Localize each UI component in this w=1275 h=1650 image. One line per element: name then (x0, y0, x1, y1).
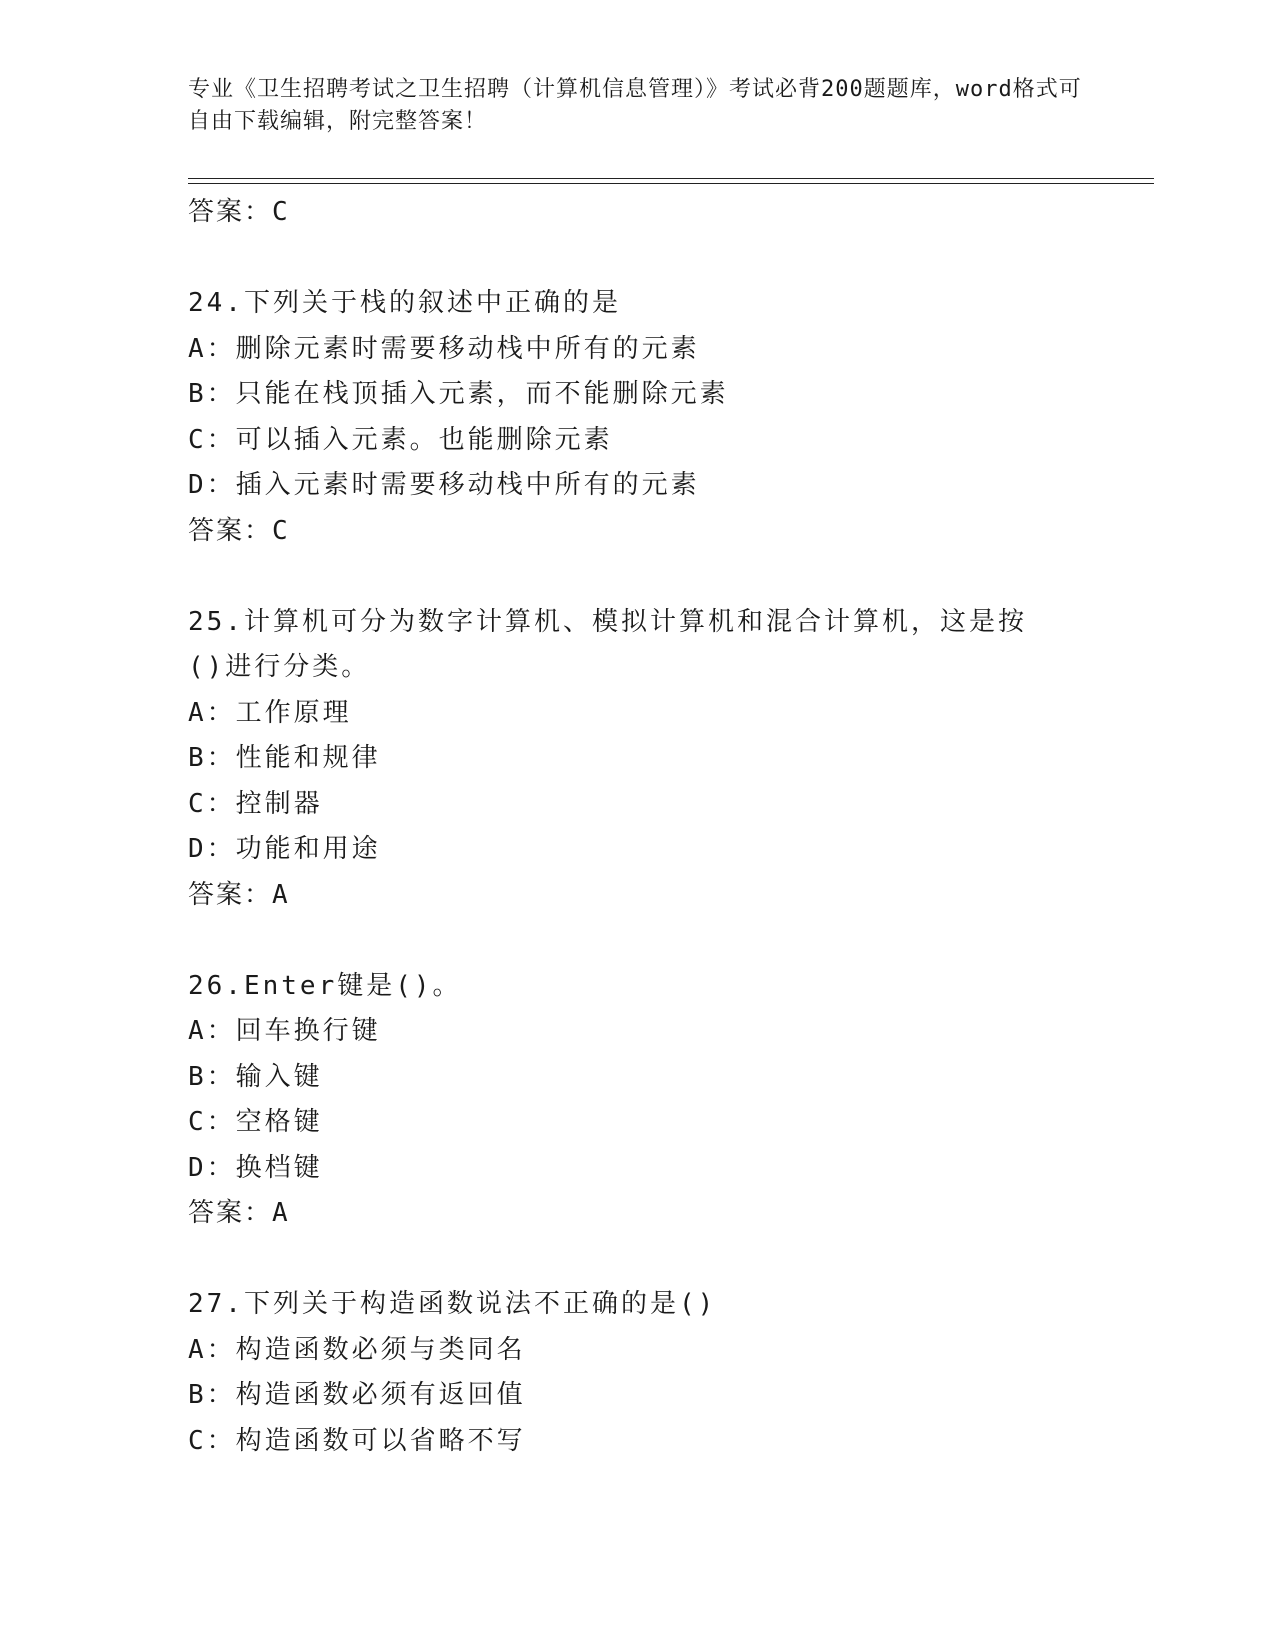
answer-line (188, 509, 1088, 555)
option-d: D：换档键 (188, 1152, 323, 1183)
answer-label: 答案： (188, 515, 273, 546)
option-b: B：性能和规律 (188, 743, 381, 773)
answer-line (188, 1191, 1088, 1237)
spacer (188, 918, 1088, 964)
answer-label: 答案： (188, 197, 273, 227)
option-b: B：构造函数必须有返回值 (188, 1380, 526, 1410)
option-d: D：插入元素时需要移动栈中所有的元素 (188, 470, 700, 500)
option-b: B：只能在栈顶插入元素，而不能删除元素 (188, 379, 729, 409)
option-b: B：输入键 (188, 1061, 323, 1092)
spacer (188, 236, 1088, 282)
question-stem: 26.Enter键是()。 (188, 970, 462, 1001)
header-rule-bottom (188, 183, 1154, 184)
answer-value: A (272, 1198, 290, 1228)
answer-line (188, 873, 1088, 919)
question-list (188, 190, 1088, 1464)
question-stem: 24.下列关于栈的叙述中正确的是 (188, 288, 621, 318)
option-d: D：功能和用途 (188, 834, 381, 864)
option-c: C：构造函数可以省略不写 (188, 1425, 526, 1456)
answer-value: C (272, 197, 290, 227)
document-header: 专业《卫生招聘考试之卫生招聘（计算机信息管理）》考试必背200题题库，word格式可自由下载编辑，附完整答案！ (188, 77, 1082, 134)
spacer (188, 1237, 1088, 1283)
answer-label: 答案： (188, 879, 273, 910)
option-c: C：控制器 (188, 788, 323, 819)
option-a: A：工作原理 (188, 697, 352, 728)
option-a: A：构造函数必须与类同名 (188, 1334, 526, 1365)
option-a: A：回车换行键 (188, 1016, 381, 1046)
question-stem: 27.下列关于构造函数说法不正确的是() (188, 1289, 717, 1319)
question-stem: 25.计算机可分为数字计算机、模拟计算机和混合计算机，这是按()进行分类。 (188, 606, 1027, 682)
answer-value: A (272, 879, 290, 910)
option-c: C：空格键 (188, 1107, 323, 1137)
answer-label: 答案： (188, 1198, 273, 1228)
spacer (188, 554, 1088, 600)
option-a: A：删除元素时需要移动栈中所有的元素 (188, 333, 700, 364)
answer-value: C (272, 515, 290, 546)
header-rule-top (188, 178, 1154, 179)
answer-line (188, 190, 1088, 236)
option-c: C：可以插入元素。也能删除元素 (188, 424, 613, 455)
